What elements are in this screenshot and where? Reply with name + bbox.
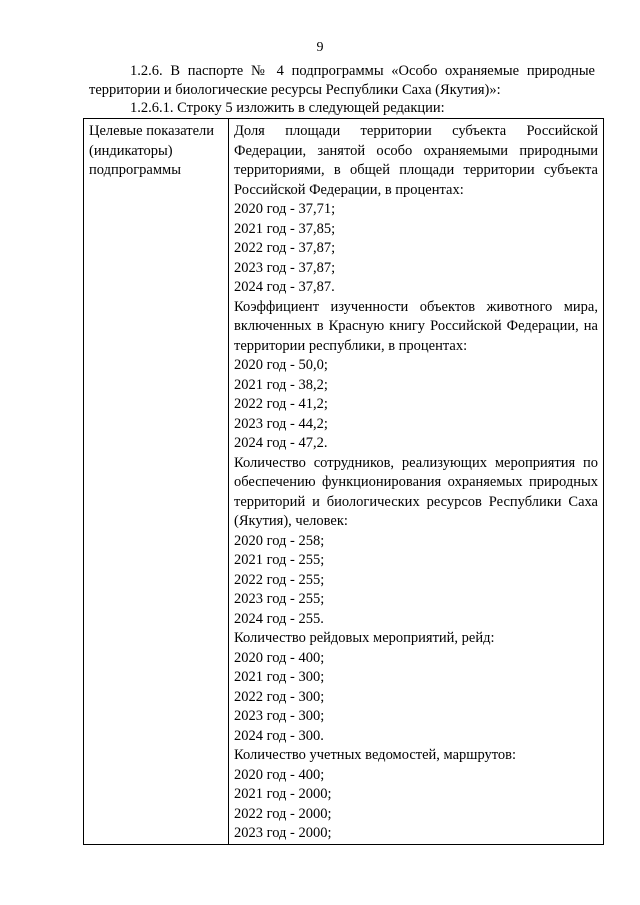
indicator-value: 2020 год - 258; — [234, 532, 325, 549]
indicator-value: 2023 год - 300; — [234, 708, 325, 724]
indicator-value: 2020 год - 50,0; — [234, 357, 328, 373]
indicator-value: 2020 год - 400; — [234, 766, 325, 783]
indicator-value: 2022 год - 41,2; — [234, 396, 328, 412]
intro-text — [89, 62, 595, 118]
row-label-cell: Целевые показатели (индикаторы) подпрограммы — [84, 119, 229, 845]
indicator-block — [234, 746, 598, 844]
indicator-value: 2022 год - 2000; — [234, 805, 332, 822]
passport-table — [83, 118, 604, 845]
intro-paragraph-1-line-2: территории и биологические ресурсы Республики Саха (Якутия)»: — [89, 81, 501, 98]
indicator-value: 2024 год - 300. — [234, 727, 324, 744]
indicator-value: 2024 год - 37,87. — [234, 279, 335, 295]
indicator-description: Количество сотрудников, реализующих мероприятия по обеспечению функционирования охраняемых природных территорий и биологических ресурсов Республики Саха (Якутия), человек: — [234, 454, 598, 529]
indicator-value: 2024 год - 255. — [234, 610, 324, 627]
indicator-value: 2023 год - 2000; — [234, 825, 332, 841]
page-number: 9 — [316, 40, 324, 55]
indicator-value: 2024 год - 47,2. — [234, 435, 328, 451]
indicator-value: 2021 год - 38,2; — [234, 376, 328, 393]
indicator-block — [234, 629, 598, 746]
indicator-block — [234, 454, 598, 630]
indicator-value: 2022 год - 300; — [234, 688, 325, 705]
indicator-value: 2022 год - 37,87; — [234, 240, 336, 256]
indicator-value: 2021 год - 300; — [234, 669, 325, 685]
indicator-value: 2020 год - 400; — [234, 649, 325, 666]
indicator-value: 2021 год - 255; — [234, 552, 325, 568]
indicator-value: 2023 год - 255; — [234, 591, 325, 607]
indicator-description: Коэффициент изученности объектов животного мира, включенных в Красную книгу Российской Федерации, на территории республики, в процентах: — [234, 298, 598, 354]
indicator-description: Доля площади территории субъекта Российской Федерации, занятой особо охраняемыми природными территориями, в общей площади территории субъекта Российской Федерации, в процентах: — [234, 123, 598, 198]
indicator-description: Количество учетных ведомостей, маршрутов: — [234, 747, 517, 763]
indicator-description: Количество рейдовых мероприятий, рейд: — [234, 630, 495, 646]
intro-paragraph-1-line-1: 1.2.6. В паспорте № 4 подпрограммы «Особо охраняемые природные — [130, 63, 595, 79]
indicator-value: 2023 год - 37,87; — [234, 259, 336, 276]
intro-paragraph-2: 1.2.6.1. Строку 5 изложить в следующей редакции: — [130, 100, 445, 116]
indicator-value: 2020 год - 37,71; — [234, 201, 336, 217]
indicator-block — [234, 122, 598, 298]
indicator-value: 2022 год - 255; — [234, 571, 325, 588]
indicator-block — [234, 298, 598, 454]
indicator-value: 2021 год - 37,85; — [234, 220, 336, 237]
row-content-cell — [229, 119, 604, 845]
table-row — [84, 119, 604, 845]
indicator-value: 2021 год - 2000; — [234, 786, 332, 802]
indicator-value: 2023 год - 44,2; — [234, 415, 328, 432]
